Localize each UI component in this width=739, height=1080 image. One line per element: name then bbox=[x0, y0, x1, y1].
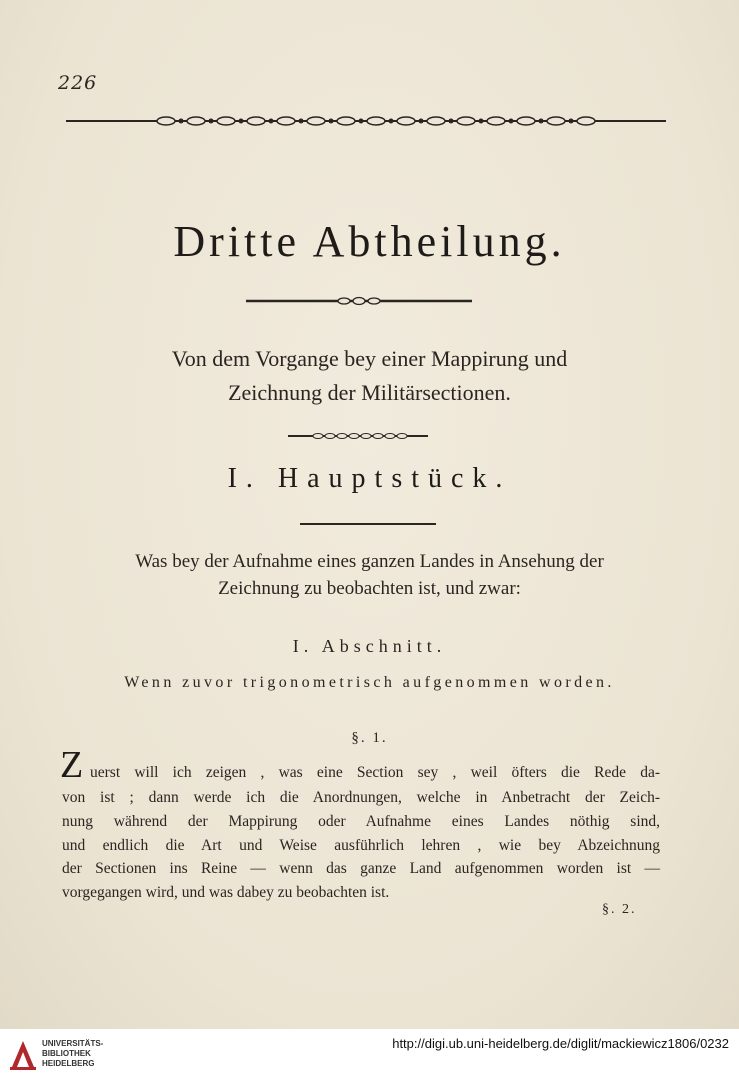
subtitle-line-1: Von dem Vorgange bey einer Mappirung und bbox=[171, 346, 568, 371]
logo-line-3: HEIDELBERG bbox=[42, 1059, 95, 1068]
drop-cap: Z bbox=[60, 744, 84, 786]
logo-line-2: BIBLIOTHEK bbox=[42, 1049, 91, 1058]
body-line-6: vorgegangen wird, und was dabey zu beobachten ist. bbox=[62, 884, 390, 901]
body-line-3: nung während der Mappirung oder Aufnahme eines Landes nöthig sind, bbox=[62, 813, 660, 830]
page-title: Dritte Abtheilung. bbox=[173, 217, 566, 266]
paragraph-mark: §. 1. bbox=[351, 730, 388, 746]
chapter-subheading-line-1: Was bey der Aufnahme eines ganzen Landes in Ansehung der bbox=[135, 551, 604, 572]
chapter-divider bbox=[300, 523, 436, 525]
university-library-logo-icon bbox=[8, 1037, 38, 1071]
library-logo-text bbox=[42, 1039, 103, 1069]
body-line-4: und endlich die Art und Weise ausführlich lehren , wie bey Abzeichnung bbox=[62, 837, 660, 854]
chapter-heading: I. Hauptstück. bbox=[227, 463, 512, 494]
footer-bar bbox=[0, 1029, 739, 1080]
catchword: §. 2. bbox=[602, 902, 637, 917]
logo-line-1: UNIVERSITÄTS- bbox=[42, 1039, 104, 1048]
section-heading: I. Abschnitt. bbox=[292, 636, 447, 656]
source-url-link[interactable]: http://digi.ub.uni-heidelberg.de/diglit/mackiewicz1806/0232 bbox=[392, 1036, 729, 1051]
body-line-1: uerst will ich zeigen , was eine Section sey , weil öfters die Rede da- bbox=[90, 764, 660, 781]
title-ornament-rule bbox=[246, 296, 472, 306]
top-ornament-rule bbox=[66, 114, 666, 128]
chapter-subheading-line-2: Zeichnung zu beobachten ist, und zwar: bbox=[218, 578, 521, 599]
body-line-2: von ist ; dann werde ich die Anordnungen, welche in Anbetracht der Zeich- bbox=[62, 789, 660, 806]
body-line-5: der Sectionen ins Reine — wenn das ganze Land aufgenommen worden ist — bbox=[62, 860, 660, 877]
section-subtitle: Wenn zuvor trigonometrisch aufgenommen worden. bbox=[124, 674, 615, 691]
subtitle-line-2: Zeichnung der Militärsectionen. bbox=[228, 380, 511, 405]
subtitle-ornament-rule bbox=[288, 432, 428, 440]
page-number: 226 bbox=[58, 72, 98, 94]
